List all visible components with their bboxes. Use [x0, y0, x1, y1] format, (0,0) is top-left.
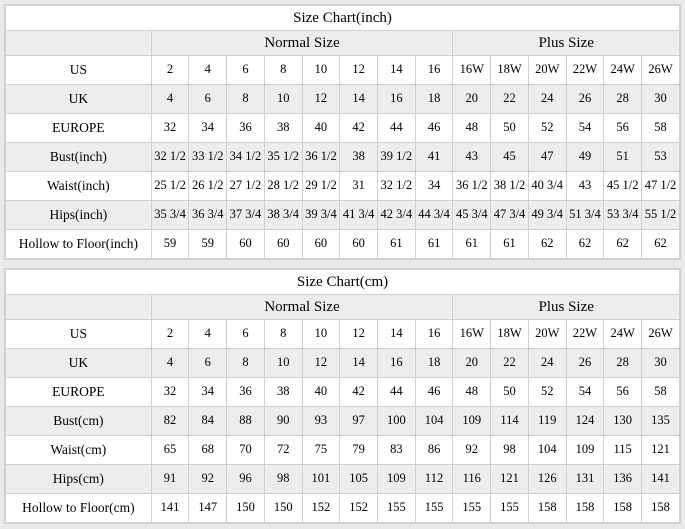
cell: 45 3/4: [453, 201, 491, 230]
row-label: UK: [6, 85, 152, 114]
cell: 24W: [604, 56, 642, 85]
cell: 8: [264, 320, 302, 349]
cell: 68: [189, 436, 227, 465]
cell: 47 3/4: [491, 201, 529, 230]
cell: 34: [189, 114, 227, 143]
cell: 28: [604, 349, 642, 378]
cell: 36: [227, 114, 265, 143]
cell: 18W: [491, 56, 529, 85]
cell: 51: [604, 143, 642, 172]
cell: 20W: [528, 56, 566, 85]
cell: 114: [491, 407, 529, 436]
cell: 49: [566, 143, 604, 172]
cell: 52: [528, 114, 566, 143]
table-row: [6, 114, 680, 143]
cell: 50: [491, 378, 529, 407]
cell: 16: [377, 85, 415, 114]
cell: 150: [264, 494, 302, 523]
table-row: [6, 172, 680, 201]
cell: 75: [302, 436, 340, 465]
cell: 26W: [642, 320, 680, 349]
cell: 59: [189, 230, 227, 259]
cell: 45 1/2: [604, 172, 642, 201]
cell: 43: [453, 143, 491, 172]
cell: 48: [453, 114, 491, 143]
group-header-plus: Plus Size: [453, 31, 680, 56]
cell: 58: [642, 114, 680, 143]
cell: 36 1/2: [302, 143, 340, 172]
row-label: EUROPE: [6, 114, 152, 143]
size-chart-cm: [4, 268, 681, 524]
cell: 112: [415, 465, 453, 494]
cell: 10: [264, 349, 302, 378]
cell: 46: [415, 114, 453, 143]
cell: 38: [264, 378, 302, 407]
table-row: [6, 230, 680, 259]
cell: 16: [415, 56, 453, 85]
cell: 39 1/2: [377, 143, 415, 172]
cell: 16: [415, 320, 453, 349]
cell: 58: [642, 378, 680, 407]
cell: 20W: [528, 320, 566, 349]
table-row: [6, 494, 680, 523]
group-header-blank: [6, 295, 152, 320]
table-row: [6, 407, 680, 436]
cell: 18: [415, 85, 453, 114]
cell: 12: [302, 349, 340, 378]
cell: 53 3/4: [604, 201, 642, 230]
cell: 38: [264, 114, 302, 143]
cell: 109: [566, 436, 604, 465]
table-row: [6, 143, 680, 172]
cell: 147: [189, 494, 227, 523]
cell: 50: [491, 114, 529, 143]
cell: 44: [377, 378, 415, 407]
table-row: [6, 320, 680, 349]
row-label: Hollow to Floor(inch): [6, 230, 152, 259]
page-title: Size Chart(cm): [6, 270, 680, 295]
cell: 22W: [566, 56, 604, 85]
cell: 61: [453, 230, 491, 259]
row-label: UK: [6, 349, 152, 378]
cell: 38 3/4: [264, 201, 302, 230]
cell: 116: [453, 465, 491, 494]
cell: 60: [340, 230, 378, 259]
cell: 34: [415, 172, 453, 201]
cell: 158: [604, 494, 642, 523]
cell: 32: [151, 114, 189, 143]
cell: 62: [604, 230, 642, 259]
cell: 158: [642, 494, 680, 523]
cell: 141: [642, 465, 680, 494]
cell: 158: [528, 494, 566, 523]
cell: 104: [415, 407, 453, 436]
group-header-plus: Plus Size: [453, 295, 680, 320]
cell: 31: [340, 172, 378, 201]
cell: 35 3/4: [151, 201, 189, 230]
cell: 20: [453, 349, 491, 378]
chart-title-row: [6, 6, 680, 31]
cell: 47: [528, 143, 566, 172]
group-header-row: [6, 31, 680, 56]
cell: 52: [528, 378, 566, 407]
cell: 12: [340, 320, 378, 349]
cell: 29 1/2: [302, 172, 340, 201]
cell: 4: [189, 320, 227, 349]
cell: 97: [340, 407, 378, 436]
page-title: Size Chart(inch): [6, 6, 680, 31]
cell: 38: [340, 143, 378, 172]
cell: 62: [566, 230, 604, 259]
cell: 88: [227, 407, 265, 436]
cell: 26W: [642, 56, 680, 85]
cell: 124: [566, 407, 604, 436]
cell: 8: [264, 56, 302, 85]
cell: 28 1/2: [264, 172, 302, 201]
cell: 91: [151, 465, 189, 494]
cell: 2: [151, 56, 189, 85]
row-label: Waist(inch): [6, 172, 152, 201]
cell: 27 1/2: [227, 172, 265, 201]
cell: 53: [642, 143, 680, 172]
cell: 32 1/2: [377, 172, 415, 201]
row-label: Bust(inch): [6, 143, 152, 172]
chart-title-row: [6, 270, 680, 295]
cell: 8: [227, 349, 265, 378]
cell: 12: [340, 56, 378, 85]
cell: 14: [377, 56, 415, 85]
cell: 155: [491, 494, 529, 523]
cell: 37 3/4: [227, 201, 265, 230]
cell: 121: [642, 436, 680, 465]
cell: 35 1/2: [264, 143, 302, 172]
cell: 41: [415, 143, 453, 172]
cell: 40 3/4: [528, 172, 566, 201]
row-label: Hips(inch): [6, 201, 152, 230]
cell: 4: [189, 56, 227, 85]
cell: 61: [415, 230, 453, 259]
cell: 6: [189, 85, 227, 114]
cell: 10: [302, 56, 340, 85]
row-label: Waist(cm): [6, 436, 152, 465]
table-row: [6, 85, 680, 114]
cell: 10: [302, 320, 340, 349]
cell: 22W: [566, 320, 604, 349]
cell: 6: [227, 320, 265, 349]
cell: 51 3/4: [566, 201, 604, 230]
cell: 65: [151, 436, 189, 465]
row-label: Bust(cm): [6, 407, 152, 436]
cell: 4: [151, 85, 189, 114]
table-row: [6, 378, 680, 407]
cell: 98: [264, 465, 302, 494]
cell: 14: [340, 85, 378, 114]
cell: 158: [566, 494, 604, 523]
cell: 8: [227, 85, 265, 114]
cell: 2: [151, 320, 189, 349]
cell: 60: [264, 230, 302, 259]
cell: 4: [151, 349, 189, 378]
cell: 14: [377, 320, 415, 349]
cell: 93: [302, 407, 340, 436]
cell: 84: [189, 407, 227, 436]
cell: 18: [415, 349, 453, 378]
cell: 56: [604, 378, 642, 407]
cell: 47 1/2: [642, 172, 680, 201]
cell: 32: [151, 378, 189, 407]
cell: 62: [642, 230, 680, 259]
cell: 82: [151, 407, 189, 436]
table-row: [6, 349, 680, 378]
cell: 16W: [453, 320, 491, 349]
cell: 90: [264, 407, 302, 436]
cell: 109: [377, 465, 415, 494]
cell: 49 3/4: [528, 201, 566, 230]
row-label: EUROPE: [6, 378, 152, 407]
cell: 42 3/4: [377, 201, 415, 230]
cell: 55 1/2: [642, 201, 680, 230]
cell: 155: [453, 494, 491, 523]
cell: 60: [227, 230, 265, 259]
cell: 135: [642, 407, 680, 436]
cell: 61: [491, 230, 529, 259]
cell: 61: [377, 230, 415, 259]
size-table-cm: [5, 269, 680, 523]
cell: 136: [604, 465, 642, 494]
group-header-normal: Normal Size: [151, 31, 453, 56]
cell: 44: [377, 114, 415, 143]
cell: 56: [604, 114, 642, 143]
cell: 6: [189, 349, 227, 378]
cell: 104: [528, 436, 566, 465]
cell: 45: [491, 143, 529, 172]
cell: 48: [453, 378, 491, 407]
cell: 20: [453, 85, 491, 114]
cell: 39 3/4: [302, 201, 340, 230]
cell: 30: [642, 349, 680, 378]
cell: 14: [340, 349, 378, 378]
cell: 105: [340, 465, 378, 494]
cell: 36 3/4: [189, 201, 227, 230]
cell: 79: [340, 436, 378, 465]
cell: 22: [491, 349, 529, 378]
size-table-inch: [5, 5, 680, 259]
cell: 40: [302, 378, 340, 407]
cell: 34 1/2: [227, 143, 265, 172]
row-label: US: [6, 56, 152, 85]
cell: 10: [264, 85, 302, 114]
cell: 16: [377, 349, 415, 378]
cell: 141: [151, 494, 189, 523]
cell: 59: [151, 230, 189, 259]
cell: 54: [566, 114, 604, 143]
group-header-blank: [6, 31, 152, 56]
cell: 12: [302, 85, 340, 114]
cell: 86: [415, 436, 453, 465]
cell: 98: [491, 436, 529, 465]
cell: 33 1/2: [189, 143, 227, 172]
group-header-normal: Normal Size: [151, 295, 453, 320]
cell: 24: [528, 349, 566, 378]
cell: 16W: [453, 56, 491, 85]
cell: 152: [302, 494, 340, 523]
row-label: US: [6, 320, 152, 349]
cell: 62: [528, 230, 566, 259]
group-header-row: [6, 295, 680, 320]
cell: 41 3/4: [340, 201, 378, 230]
cell: 101: [302, 465, 340, 494]
cell: 36 1/2: [453, 172, 491, 201]
cell: 38 1/2: [491, 172, 529, 201]
cell: 26: [566, 349, 604, 378]
cell: 130: [604, 407, 642, 436]
table-row: [6, 201, 680, 230]
cell: 24W: [604, 320, 642, 349]
cell: 96: [227, 465, 265, 494]
cell: 40: [302, 114, 340, 143]
cell: 152: [340, 494, 378, 523]
cell: 26: [566, 85, 604, 114]
cell: 109: [453, 407, 491, 436]
cell: 121: [491, 465, 529, 494]
cell: 26 1/2: [189, 172, 227, 201]
cell: 28: [604, 85, 642, 114]
cell: 24: [528, 85, 566, 114]
cell: 42: [340, 378, 378, 407]
cell: 34: [189, 378, 227, 407]
cell: 72: [264, 436, 302, 465]
table-row: [6, 56, 680, 85]
cell: 36: [227, 378, 265, 407]
cell: 43: [566, 172, 604, 201]
cell: 131: [566, 465, 604, 494]
cell: 150: [227, 494, 265, 523]
cell: 155: [377, 494, 415, 523]
row-label: Hollow to Floor(cm): [6, 494, 152, 523]
cell: 42: [340, 114, 378, 143]
cell: 22: [491, 85, 529, 114]
size-chart-inch: [4, 4, 681, 260]
cell: 18W: [491, 320, 529, 349]
cell: 25 1/2: [151, 172, 189, 201]
cell: 70: [227, 436, 265, 465]
cell: 83: [377, 436, 415, 465]
cell: 46: [415, 378, 453, 407]
cell: 32 1/2: [151, 143, 189, 172]
cell: 44 3/4: [415, 201, 453, 230]
cell: 30: [642, 85, 680, 114]
cell: 100: [377, 407, 415, 436]
cell: 60: [302, 230, 340, 259]
cell: 119: [528, 407, 566, 436]
table-row: [6, 465, 680, 494]
cell: 126: [528, 465, 566, 494]
cell: 92: [189, 465, 227, 494]
cell: 155: [415, 494, 453, 523]
row-label: Hips(cm): [6, 465, 152, 494]
cell: 6: [227, 56, 265, 85]
cell: 115: [604, 436, 642, 465]
cell: 54: [566, 378, 604, 407]
cell: 92: [453, 436, 491, 465]
table-row: [6, 436, 680, 465]
